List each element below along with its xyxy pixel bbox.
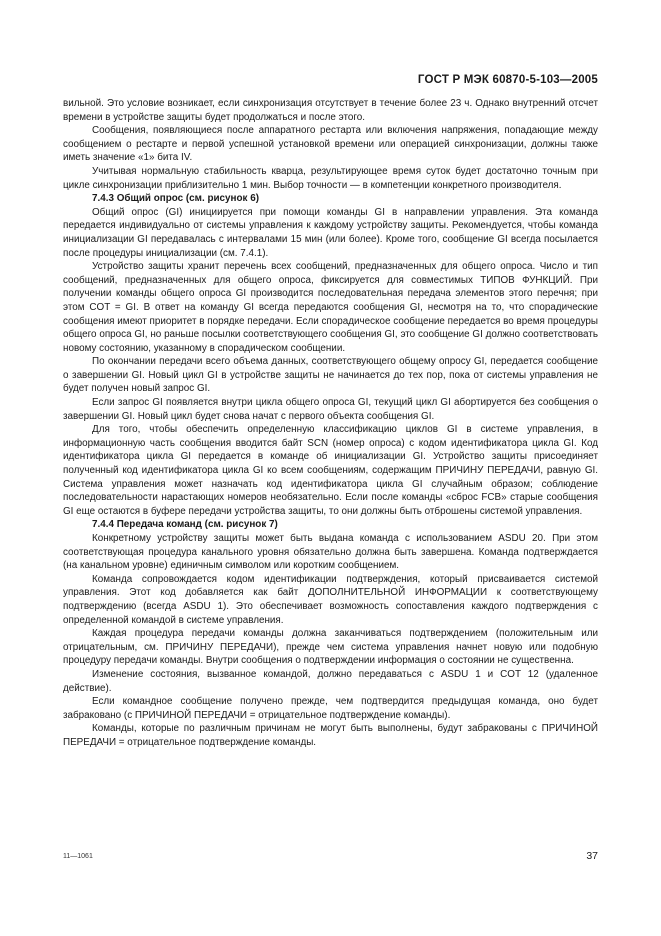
paragraph: Каждая процедура передачи команды должна заканчиваться подтверждением (положительным или отрицательным, см. ПРИЧИНУ ПЕРЕДАЧИ), прежде чем система управления начнет новую или подобную процедуру передачи команды. Внутри сообщения о подтверждении информация о состоянии не существенна. xyxy=(63,628,598,667)
paragraph: Учитывая нормальную стабильность кварца, результирующее время суток будет достаточно точным при цикле синхронизации приблизительно 1 мин. Выбор точности — в компетенции конкретного производителя. xyxy=(63,165,598,191)
print-code: 11—1061 xyxy=(63,853,93,860)
section-heading-7-4-4: 7.4.4 Передача команд (см. рисунок 7) xyxy=(92,519,278,531)
paragraph: Команды, которые по различным причинам не могут быть выполнены, будут забракованы с ПРИЧИНОЙ ПЕРЕДАЧИ = отрицательное подтверждение команды. xyxy=(63,723,598,748)
paragraph: Изменение состояния, вызванное командой, должно передаваться с ASDU 1 и COT 12 (удаленное действие). xyxy=(63,668,598,694)
paragraph-continuation: вильной. Это условие возникает, если синхронизация отсутствует в течение более 23 ч. Однако внутренний отсчет времени в устройстве защиты будет продолжаться и после этого. xyxy=(63,98,598,123)
paragraph: Если командное сообщение получено прежде, чем подтвердится предыдущая команда, оно будет забраковано (с ПРИЧИНОЙ ПЕРЕДАЧИ = отрицательное подтверждение команды). xyxy=(63,696,598,721)
paragraph: Общий опрос (GI) инициируется при помощи команды GI в направлении управления. Эта команда передается индивидуально от системы управления к каждому устройству защиты. Рекомендуется, чтобы команда инициализации GI передавалась с интервалами 15 мин (или более). Кроме того, сообщение GI всегда посылается после процедуры инициализации (см. 7.4.1). xyxy=(63,206,598,259)
paragraph: Устройство защиты хранит перечень всех сообщений, предназначенных для общего опроса. Число и тип сообщений, предназначенных для общего опроса, фиксируется для совместимых ТИПОВ ФУНКЦИЙ. При получении команды общего опроса GI производится последовательная передача элементов этого перечня; при этом COT = GI. В ответ на команду GI всегда передаются сообщения GI, несмотря на то, что спорадические сообщения имеют приоритет в порядке передачи. Если спорадическое сообщение передается во время процедуры общего опроса GI, но раньше посылки соответствующего сообщения GI, это сообщение GI должно соответствовать новому состоянию, указанному в спорадическом сообщении. xyxy=(63,261,598,354)
page-number: 37 xyxy=(586,850,598,862)
paragraph: Если запрос GI появляется внутри цикла общего опроса GI, текущий цикл GI абортируется без сообщения о завершении GI. Новый цикл будет снова начат с первого объекта сообщения GI. xyxy=(63,397,598,422)
paragraph: Для того, чтобы обеспечить определенную классификацию циклов GI в системе управления, в информационную часть сообщения вводится байт SCN (номер опроса) с кодом идентификатора цикла GI. Код идентификатора цикла GI передается в команде об инициализации GI. Устройство защиты присоединяет полученный код идентификатора цикла GI ко всем сообщениям, содержащим ПРИЧИНУ ПЕРЕДАЧИ, равную GI. Система управления может назначать код идентификатора цикла GI случайным образом; соблюдение последовательности нарастающих номеров необязательно. Если после команды «сброс FCB» старые сообщения GI еще остаются в буфере передачи устройства защиты, то они должны быть отброшены системой управления. xyxy=(63,424,598,517)
paragraph: Конкретному устройству защиты может быть выдана команда с использованием ASDU 20. При этом соответствующая процедура канального уровня обязательно должна быть завершена. Команда подтверждается (на канальном уровне) единичным символом или коротким сообщением. xyxy=(63,533,598,572)
document-header: ГОСТ Р МЭК 60870-5-103—2005 xyxy=(417,74,598,86)
section-heading-7-4-3: 7.4.3 Общий опрос (см. рисунок 6) xyxy=(92,193,259,205)
page-body xyxy=(63,97,598,750)
paragraph: Команда сопровождается кодом идентификации подтверждения, который присваивается системой управления. Этот код добавляется как байт ДОПОЛНИТЕЛЬНОЙ ИНФОРМАЦИИ к соответствующему подтверждению (всегда ASDU 1). Это обеспечивает возможность сопоставления каждого подтверждения с определенной командой в системе управления. xyxy=(63,573,598,626)
paragraph: Сообщения, появляющиеся после аппаратного рестарта или включения напряжения, попадающие между сообщением о рестарте и первой успешной установкой времени или операцией синхронизации, должны также иметь значение «1» бита IV. xyxy=(63,125,598,164)
paragraph: По окончании передачи всего объема данных, соответствующего общему опросу GI, передается сообщение о завершении GI. Новый цикл GI в устройстве защиты не начинается до тех пор, пока от системы управления не будет получен новый запрос GI. xyxy=(63,356,598,395)
